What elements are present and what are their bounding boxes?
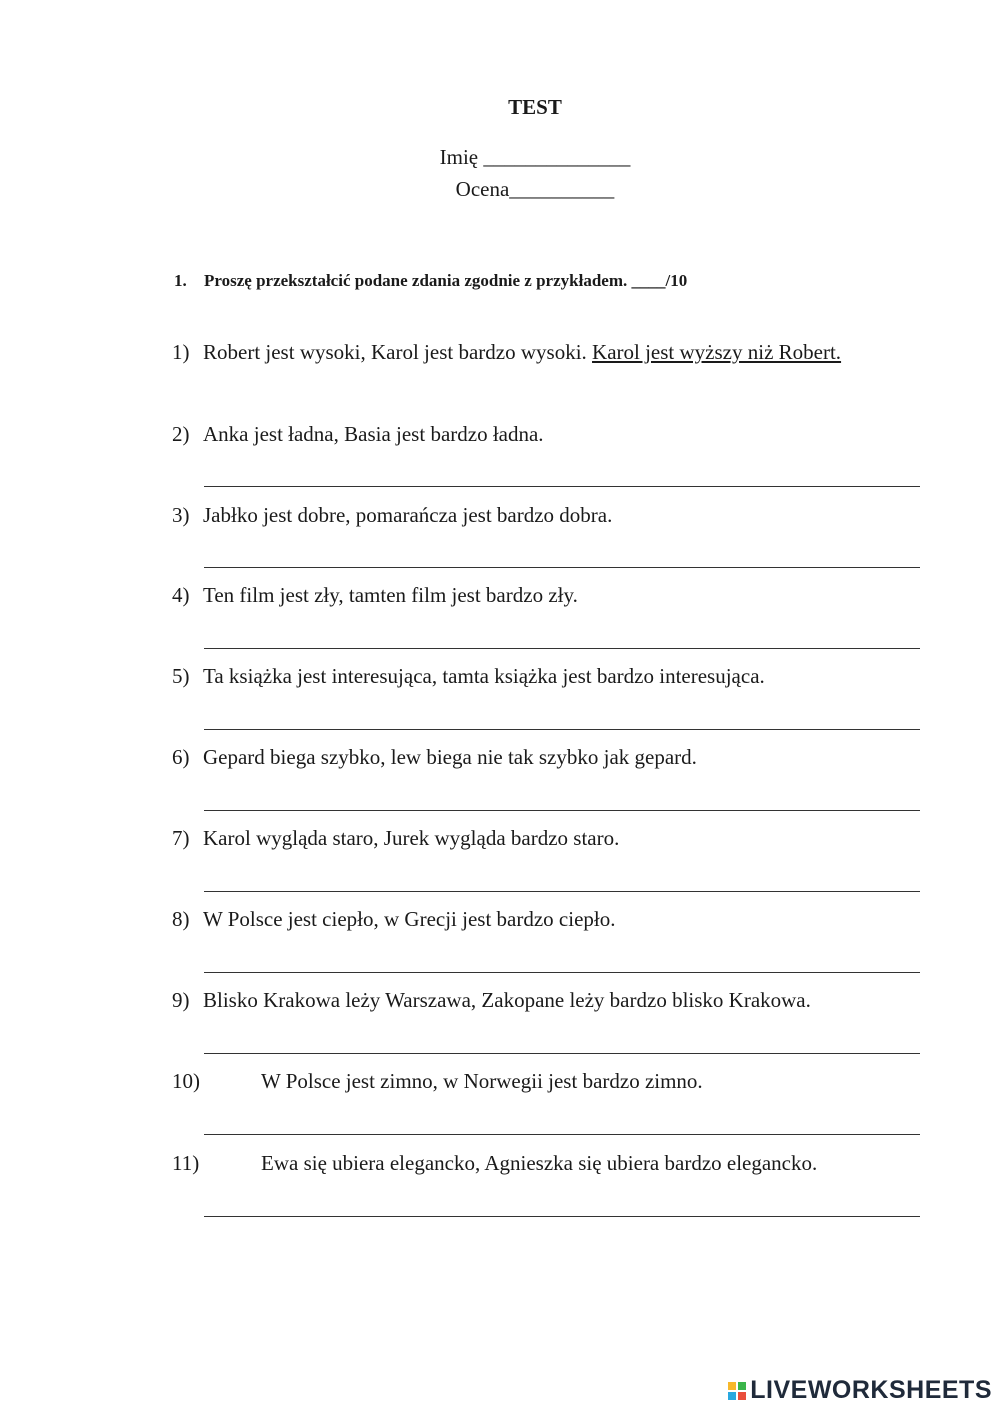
answer-line-3[interactable]: [204, 567, 920, 568]
exercise-number: 1.: [174, 271, 187, 290]
item-sentence: Anka jest ładna, Basia jest bardzo ładna.: [203, 422, 544, 446]
item-number: 11): [172, 1151, 200, 1175]
exercise-item-4: [172, 583, 578, 608]
item-sentence: Robert jest wysoki, Karol jest bardzo wysoki.: [203, 340, 593, 364]
item-sentence: Ewa się ubiera elegancko, Agnieszka się ubiera bardzo elegancko.: [261, 1151, 818, 1175]
example-answer: Karol jest wyższy niż Robert.: [592, 340, 842, 364]
exercise-item-9: [172, 988, 811, 1013]
answer-line-8[interactable]: [204, 972, 920, 973]
logo-square: [738, 1392, 746, 1400]
answer-line-7[interactable]: [204, 891, 920, 892]
item-sentence: W Polsce jest ciepło, w Grecji jest bardzo ciepło.: [203, 907, 616, 931]
item-number: 10): [172, 1069, 200, 1093]
answer-line-9[interactable]: [204, 1053, 920, 1054]
exercise-item-6: [172, 745, 697, 770]
answer-line-2[interactable]: [204, 486, 920, 487]
liveworksheets-footer: [728, 1376, 992, 1405]
answer-line-4[interactable]: [204, 648, 920, 649]
item-sentence: Karol wygląda staro, Jurek wygląda bardzo staro.: [203, 826, 620, 850]
answer-line-6[interactable]: [204, 810, 920, 811]
item-sentence: Gepard biega szybko, lew biega nie tak szybko jak gepard.: [203, 745, 697, 769]
instruction-text: Proszę przekształcić podane zdania zgodnie z przykładem. ____/10: [204, 271, 688, 290]
item-number: 5): [172, 664, 190, 688]
logo-square: [728, 1392, 736, 1400]
grade-line: Ocena__________: [455, 177, 615, 201]
item-number: 9): [172, 988, 190, 1012]
exercise-item-5: [172, 664, 765, 689]
answer-line-11[interactable]: [204, 1216, 920, 1217]
exercise-item-3: [172, 503, 612, 528]
exercise-item-1: [172, 340, 841, 365]
item-number: 3): [172, 503, 190, 527]
answer-line-10[interactable]: [204, 1134, 920, 1135]
worksheet-title: TEST: [508, 95, 562, 119]
answer-line-5[interactable]: [204, 729, 920, 730]
item-sentence: Jabłko jest dobre, pomarańcza jest bardzo dobra.: [203, 503, 613, 527]
logo-square: [738, 1382, 746, 1390]
student-name-line: Imię ______________: [439, 145, 631, 169]
exercise-item-8: [172, 907, 615, 932]
brand-name: LIVEWORKSHEETS: [750, 1376, 992, 1404]
exercise-item-10: [172, 1069, 703, 1094]
item-number: 8): [172, 907, 190, 931]
logo-square: [728, 1382, 736, 1390]
exercise-instruction: [174, 271, 687, 291]
item-number: 1): [172, 340, 190, 364]
exercise-item-7: [172, 826, 619, 851]
item-number: 7): [172, 826, 190, 850]
item-sentence: W Polsce jest zimno, w Norwegii jest bardzo zimno.: [261, 1069, 703, 1093]
liveworksheets-logo-icon: [728, 1382, 746, 1400]
item-number: 4): [172, 583, 190, 607]
item-number: 6): [172, 745, 190, 769]
exercise-item-11: [172, 1151, 817, 1176]
item-number: 2): [172, 422, 190, 446]
exercise-item-2: [172, 422, 544, 447]
item-sentence: Ta książka jest interesująca, tamta książka jest bardzo interesująca.: [203, 664, 765, 688]
item-sentence: Blisko Krakowa leży Warszawa, Zakopane leży bardzo blisko Krakowa.: [203, 988, 811, 1012]
item-sentence: Ten film jest zły, tamten film jest bardzo zły.: [203, 583, 578, 607]
